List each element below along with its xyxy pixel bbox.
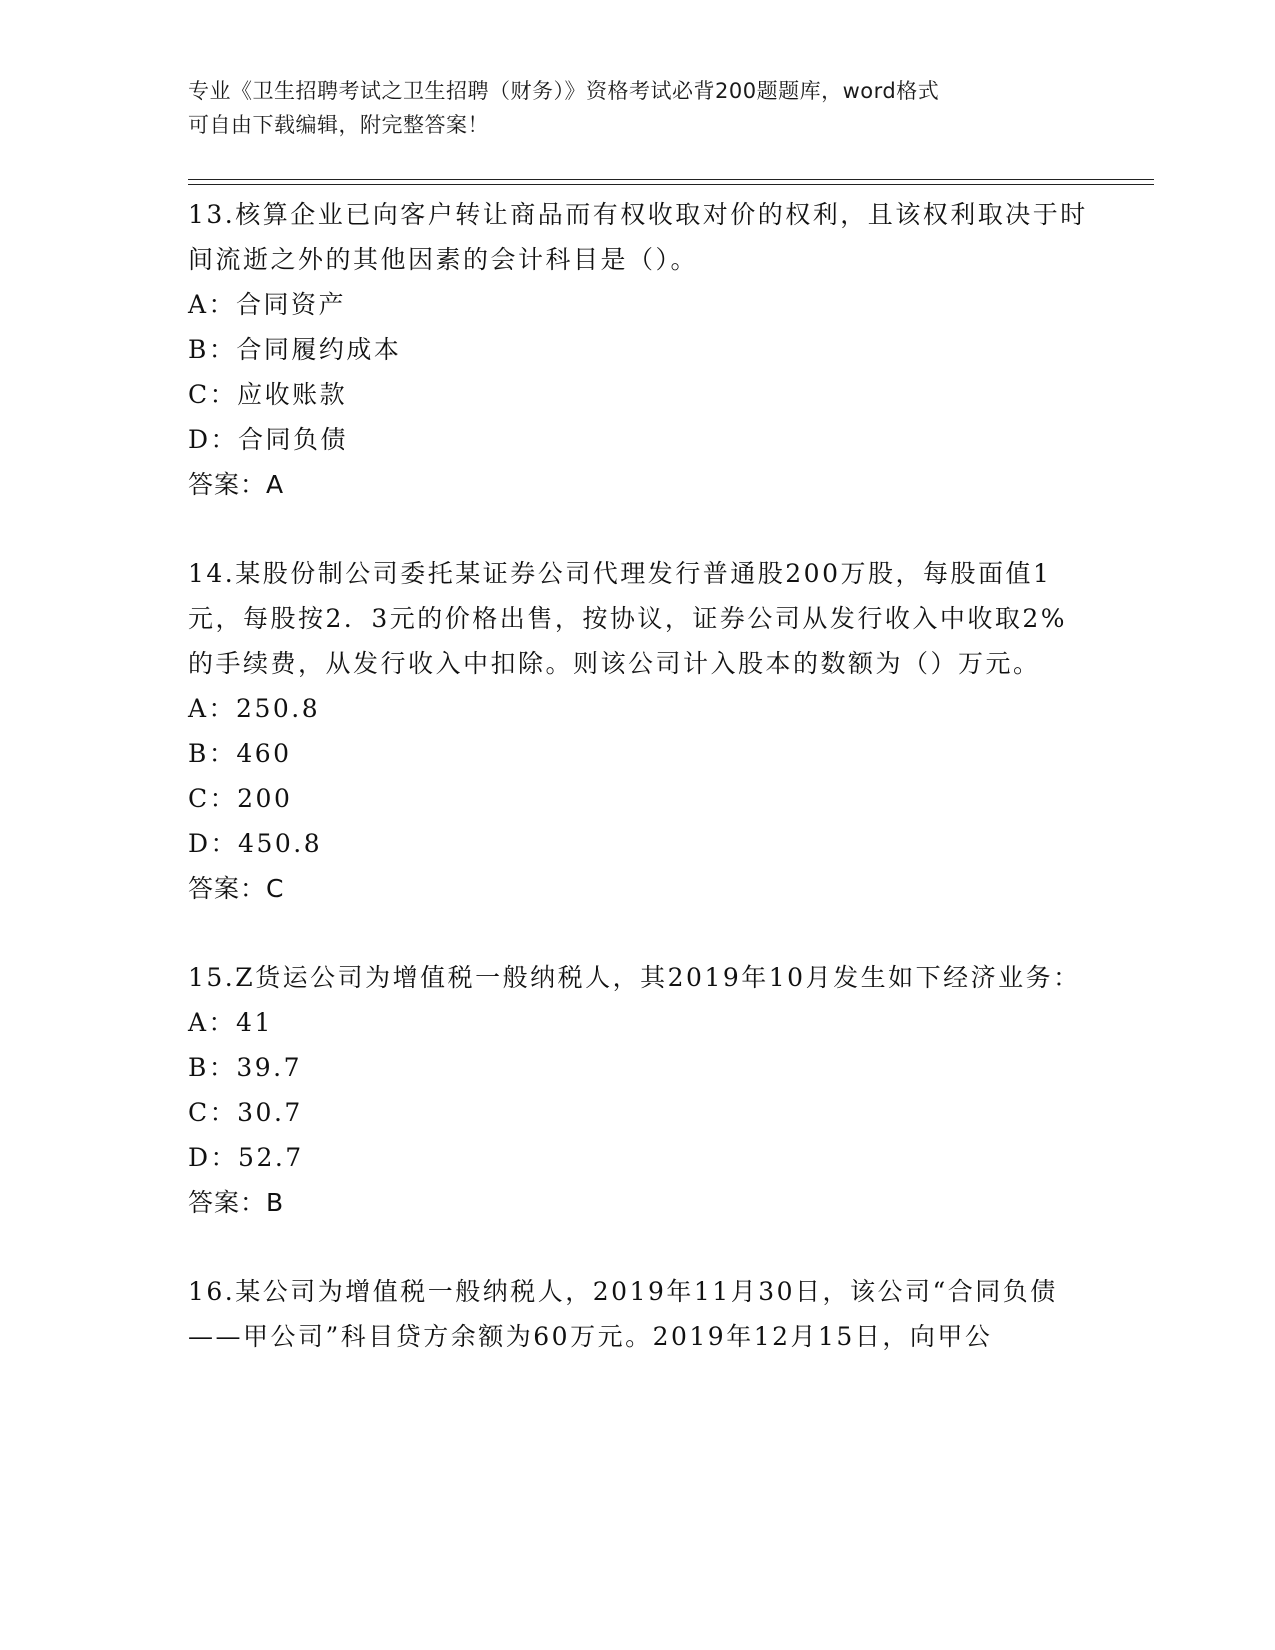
option-a: A：41	[188, 1008, 273, 1037]
question-text: 15.Z货运公司为增值税一般纳税人，其2019年10月发生如下经济业务：	[188, 963, 1081, 992]
question-16	[188, 1267, 1088, 1359]
question-text: 16.某公司为增值税一般纳税人，2019年11月30日，该公司“合同负债——甲公司”科目贷方余额为60万元。2019年12月15日，向甲公	[188, 1277, 1058, 1351]
option-d: D：合同负债	[188, 425, 349, 454]
answer-line: 答案：C	[188, 874, 285, 903]
question-list	[188, 190, 1088, 1359]
option-d: D：52.7	[188, 1143, 304, 1172]
option-a: A：合同资产	[188, 290, 347, 319]
question-text: 13.核算企业已向客户转让商品而有权收取对价的权利，且该权利取决于时间流逝之外的其他因素的会计科目是（）。	[188, 200, 1088, 274]
option-c: C：应收账款	[188, 380, 348, 409]
question-spacer	[188, 1225, 1088, 1267]
option-d: D：450.8	[188, 829, 323, 858]
header-line-2: 可自由下载编辑，附完整答案！	[188, 113, 489, 137]
option-a: A：250.8	[188, 694, 321, 723]
question-15	[188, 953, 1088, 1225]
answer-line: 答案：B	[188, 1188, 285, 1217]
header-divider-bottom	[188, 184, 1154, 185]
question-13	[188, 190, 1088, 507]
answer-line: 答案：A	[188, 470, 285, 499]
option-c: C：200	[188, 784, 293, 813]
option-b: B：合同履约成本	[188, 335, 402, 364]
question-14	[188, 549, 1088, 911]
header-line-1: 专业《卫生招聘考试之卫生招聘（财务）》资格考试必背200题题库，word格式	[188, 79, 940, 103]
question-spacer	[188, 911, 1088, 953]
question-spacer	[188, 507, 1088, 549]
option-b: B：39.7	[188, 1053, 303, 1082]
header-divider-top	[188, 179, 1154, 180]
option-c: C：30.7	[188, 1098, 303, 1127]
option-b: B：460	[188, 739, 292, 768]
document-header	[188, 74, 1068, 142]
question-text: 14.某股份制公司委托某证券公司代理发行普通股200万股，每股面值1元，每股按2．3元的价格出售，按协议，证券公司从发行收入中收取2%的手续费，从发行收入中扣除。则该公司计入股本的数额为（）万元。	[188, 559, 1067, 678]
